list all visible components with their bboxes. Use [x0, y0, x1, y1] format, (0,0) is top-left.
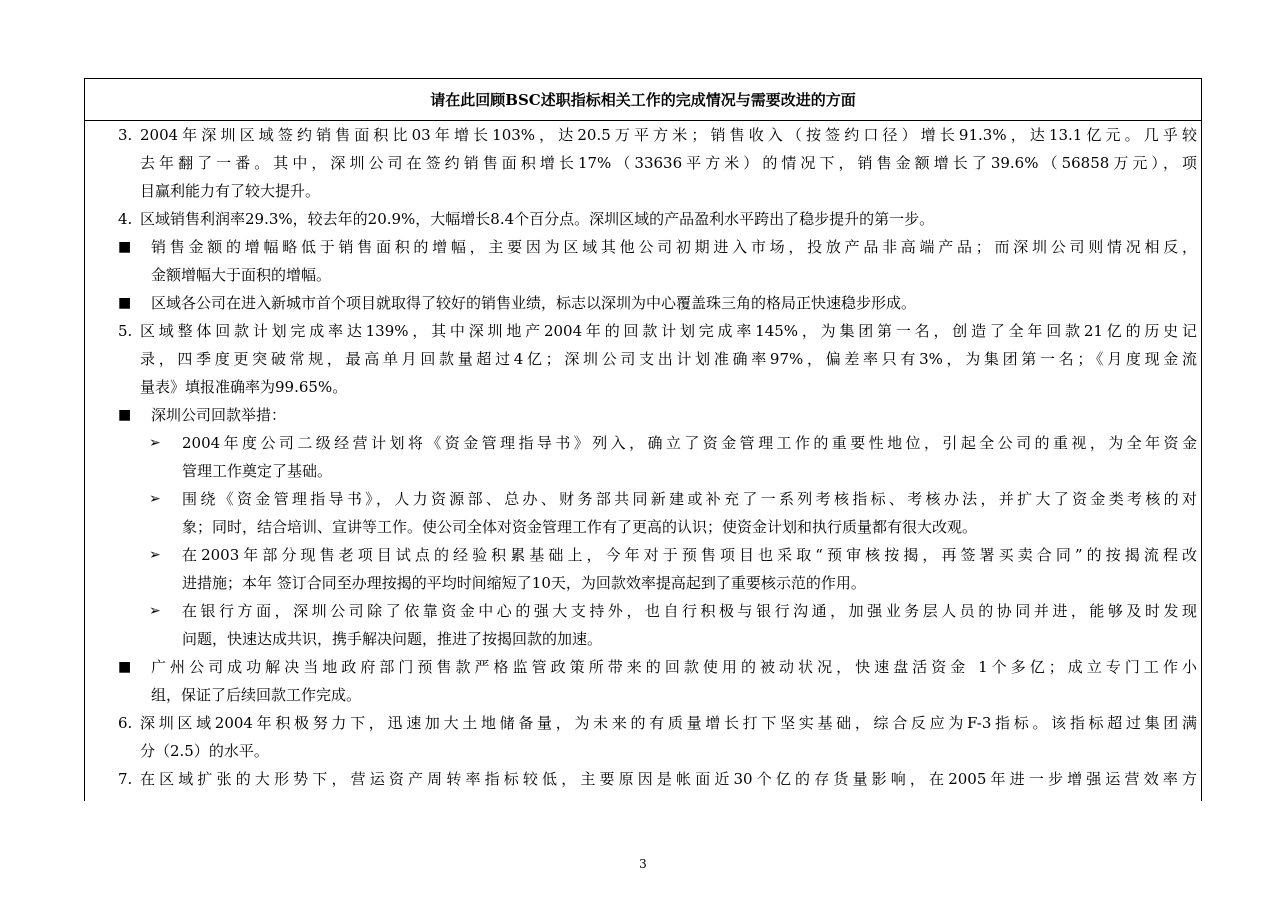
bullet-item — [85, 653, 1197, 681]
arrow-item — [85, 429, 1197, 457]
paragraph-line: 组，保证了后续回款工作完成。 — [151, 686, 362, 704]
paragraph-line: 深圳区域2004年积极努力下，迅速加大土地储备量，为未来的有质量增长打下坚实基础，综合反应为F-3指标。该指标超过集团满 — [140, 714, 1197, 732]
square-bullet-icon: ■ — [118, 295, 132, 311]
paragraph-line: 广州公司成功解决当地政府部门预售款严格监管政策所带来的回款使用的被动状况，快速盘活资金 1个多亿；成立专门工作小 — [151, 658, 1197, 676]
item-number: 5. — [118, 322, 133, 340]
page-number: 3 — [639, 857, 647, 871]
paragraph-line: 金额增幅大于面积的增幅。 — [151, 266, 332, 284]
item-5-cont — [85, 345, 1197, 373]
paragraph-line: 去年翻了一番。其中，深圳公司在签约销售面积增长17%（33636平方米）的情况下，销售金额增长了39.6%（56858万元），项 — [140, 154, 1197, 172]
paragraph-line: 围绕《资金管理指导书》，人力资源部、总办、财务部共同新建或补充了一系列考核指标、考核办法，并扩大了资金类考核的对 — [182, 490, 1197, 508]
paragraph-line: 问题，快速达成共识，携手解决问题，推进了按揭回款的加速。 — [182, 630, 603, 648]
item-number: 4. — [118, 210, 133, 228]
item-6-cont — [85, 737, 1197, 765]
paragraph-line: 深圳公司回款举措： — [151, 406, 287, 424]
paragraph-line: 在2003年部分现售老项目试点的经验积累基础上，今年对于预售项目也采取“预审核按揭，再签署买卖合同”的按揭流程改 — [182, 546, 1197, 564]
paragraph-line: 销售金额的增幅略低于销售面积的增幅，主要因为区域其他公司初期进入市场，投放产品非高端产品；而深圳公司则情况相反， — [151, 238, 1197, 256]
item-3 — [85, 121, 1197, 149]
paragraph-line: 区域整体回款计划完成率达139%，其中深圳地产2004年的回款计划完成率145%，为集团第一名，创造了全年回款21亿的历史记 — [140, 322, 1197, 340]
paragraph-line: 分（2.5）的水平。 — [140, 742, 269, 760]
paragraph-line: 管理工作奠定了基础。 — [182, 462, 333, 480]
arrow-item — [85, 541, 1197, 569]
paragraph-line: 在银行方面，深圳公司除了依靠资金中心的强大支持外，也自行积极与银行沟通，加强业务层人员的协同并进，能够及时发现 — [182, 602, 1197, 620]
paragraph-line: 区域各公司在进入新城市首个项目就取得了较好的销售业绩，标志以深圳为中心覆盖珠三角的格局正快速稳步形成。 — [151, 294, 917, 312]
item-6 — [85, 709, 1197, 737]
paragraph-line: 进措施；本年 签订合同至办理按揭的平均时间缩短了10天，为回款效率提高起到了重要核示范的作用。 — [182, 574, 866, 592]
arrow-item-cont — [85, 513, 1197, 541]
paragraph-line: 目赢利能力有了较大提升。 — [140, 182, 321, 200]
table-header — [85, 79, 1201, 121]
item-number: 7. — [118, 770, 133, 788]
paragraph-line: 在区域扩张的大形势下，营运资产周转率指标较低，主要原因是帐面近30个亿的存货量影响，在2005年进一步增强运营效率方 — [140, 770, 1197, 788]
paragraph-line: 2004年度公司二级经营计划将《资金管理指导书》列入，确立了资金管理工作的重要性地位，引起全公司的重视，为全年资金 — [182, 434, 1197, 452]
bullet-item-cont — [85, 681, 1197, 709]
item-4 — [85, 205, 1197, 233]
arrow-item — [85, 597, 1197, 625]
item-7 — [85, 765, 1197, 793]
item-5 — [85, 317, 1197, 345]
arrow-bullet-icon: ➢ — [149, 547, 161, 563]
item-number: 3. — [118, 126, 133, 144]
bullet-item — [85, 401, 1197, 429]
item-5-cont — [85, 373, 1197, 401]
table-content — [85, 121, 1201, 793]
arrow-item-cont — [85, 625, 1197, 653]
arrow-bullet-icon: ➢ — [149, 435, 161, 451]
bullet-item — [85, 233, 1197, 261]
bullet-item — [85, 289, 1197, 317]
square-bullet-icon: ■ — [118, 239, 132, 255]
arrow-bullet-icon: ➢ — [149, 603, 161, 619]
review-table — [84, 78, 1202, 801]
bullet-item-cont — [85, 261, 1197, 289]
paragraph-line: 量表》填报准确率为99.65%。 — [140, 378, 348, 396]
arrow-item — [85, 485, 1197, 513]
paragraph-line: 象；同时，结合培训、宣讲等工作。使公司全体对资金管理工作有了更高的认识；使资金计划和执行质量都有很大改观。 — [182, 518, 978, 536]
item-number: 6. — [118, 714, 133, 732]
item-3-cont — [85, 149, 1197, 177]
paragraph-line: 2004年深圳区域签约销售面积比03年增长103%，达20.5万平方米；销售收入（按签约口径）增长91.3%，达13.1亿元。几乎较 — [140, 126, 1197, 144]
arrow-item-cont — [85, 457, 1197, 485]
paragraph-line: 区域销售利润率29.3%，较去年的20.9%，大幅增长8.4个百分点。深圳区域的产品盈利水平跨出了稳步提升的第一步。 — [140, 210, 935, 228]
square-bullet-icon: ■ — [118, 659, 132, 675]
item-3-cont — [85, 177, 1197, 205]
paragraph-line: 录，四季度更突破常规，最高单月回款量超过4亿；深圳公司支出计划准确率97%，偏差率只有3%，为集团第一名；《月度现金流 — [140, 350, 1197, 368]
header-title: 请在此回顾BSC述职指标相关工作的完成情况与需要改进的方面 — [430, 91, 856, 109]
arrow-item-cont — [85, 569, 1197, 597]
square-bullet-icon: ■ — [118, 407, 132, 423]
arrow-bullet-icon: ➢ — [149, 491, 161, 507]
